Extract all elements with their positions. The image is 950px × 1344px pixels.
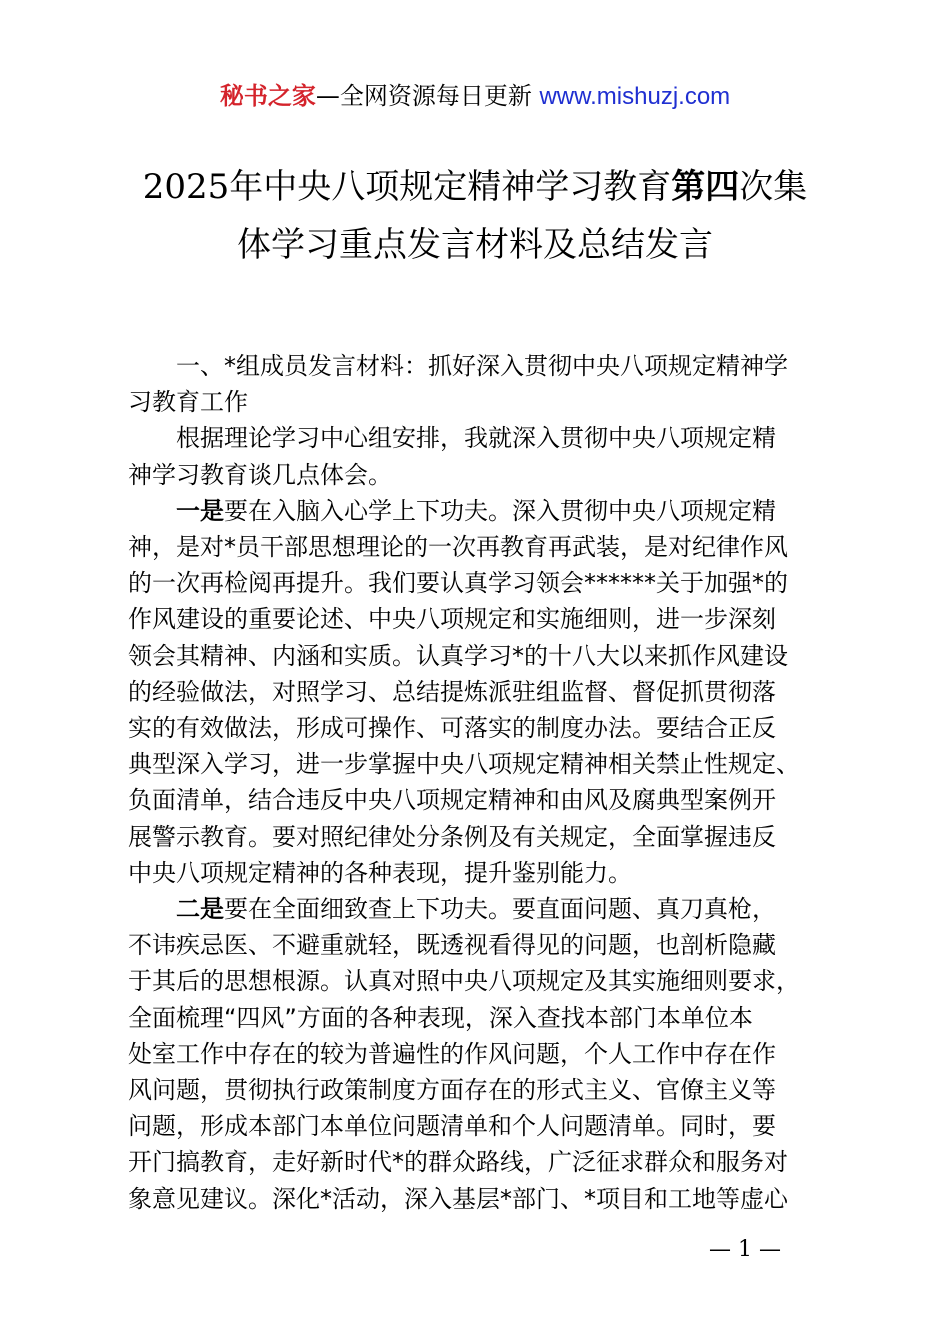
text-line: 一、*组成员发言材料：抓好深入贯彻中央八项规定精神学 — [176, 352, 788, 380]
text-run: 要在入脑入心学上下功夫。深入贯彻中央八项规定精 — [224, 496, 776, 525]
title-text-a: 年中央八项规定精神学习教育 — [229, 167, 672, 207]
page-number: — 1 — — [709, 1237, 781, 1262]
text-line: 于其后的思想根源。认真对照中央八项规定及其实施细则要求， — [128, 967, 800, 996]
text-line: 的一次再检阅再提升。我们要认真学习领会******关于加强*的 — [128, 569, 788, 598]
text-line: 作风建设的重要论述、中央八项规定和实施细则，进一步深刻 — [128, 605, 776, 634]
text-line: 中央八项规定精神的各种表现，提升鉴别能力。 — [128, 858, 632, 887]
paragraph-point-two — [128, 891, 832, 1217]
text-line: 领会其精神、内涵和实质。认真学习*的十八大以来抓作风建设 — [128, 641, 788, 670]
text-line: 展警示教育。要对照纪律处分条例及有关规定，全面掌握违反 — [128, 822, 776, 851]
site-url-link[interactable]: www.mishuzj.com — [539, 83, 731, 110]
text-line: 处室工作中存在的较为普遍性的作风问题，个人工作中存在作 — [128, 1039, 776, 1068]
text-line: 习教育工作 — [128, 388, 248, 417]
text-line: 根据理论学习中心组安排，我就深入贯彻中央八项规定精 — [176, 424, 776, 453]
title-line-1 — [110, 158, 840, 216]
text-line: 象意见建议。深化*活动，深入基层*部门、*项目和工地等虚心 — [128, 1184, 788, 1213]
text-line: 的经验做法，对照学习、总结提炼派驻组监督、督促抓贯彻落 — [128, 677, 776, 706]
site-header — [0, 80, 950, 113]
paragraph-section-heading — [128, 348, 832, 420]
text-line: 神学习教育谈几点体会。 — [128, 460, 392, 489]
text-line: 开门搞教育，走好新时代*的群众路线，广泛征求群众和服务对 — [128, 1148, 788, 1177]
text-line: 典型深入学习，进一步掌握中央八项规定精神相关禁止性规定、 — [128, 750, 800, 779]
point-one-lead: 一是 — [176, 496, 224, 525]
document-body — [128, 348, 832, 1217]
text-line: 实的有效做法，形成可操作、可落实的制度办法。要结合正反 — [128, 714, 776, 743]
paragraph-point-one — [128, 493, 832, 891]
text-line — [128, 891, 832, 927]
text-line — [128, 493, 832, 529]
title-text-b: 次集 — [739, 167, 808, 207]
text-run: 要在全面细致查上下功夫。要直面问题、真刀真枪， — [224, 895, 776, 924]
title-year: 2025 — [142, 167, 230, 207]
text-line: 风问题，贯彻执行政策制度方面存在的形式主义、官僚主义等 — [128, 1076, 776, 1105]
text-line: 问题，形成本部门本单位问题清单和个人问题清单。同时，要 — [128, 1112, 776, 1141]
title-bold-text: 第四 — [671, 167, 740, 207]
site-brand: 秘书之家 — [219, 82, 316, 110]
text-line: 神，是对*员干部思想理论的一次再教育再武装，是对纪律作风 — [128, 533, 788, 562]
text-line: 负面清单，结合违反中央八项规定精神和由风及腐典型案例开 — [128, 786, 776, 815]
site-tagline: —全网资源每日更新 — [315, 82, 540, 110]
document-title — [110, 158, 840, 274]
text-line: 不讳疾忌医、不避重就轻，既透视看得见的问题，也剖析隐藏 — [128, 931, 776, 960]
title-line-2: 体学习重点发言材料及总结发言 — [237, 225, 713, 265]
point-two-lead: 二是 — [176, 895, 224, 924]
paragraph-intro — [128, 420, 832, 492]
text-line: 全面梳理“四风”方面的各种表现，深入查找本部门本单位本 — [128, 1003, 753, 1032]
